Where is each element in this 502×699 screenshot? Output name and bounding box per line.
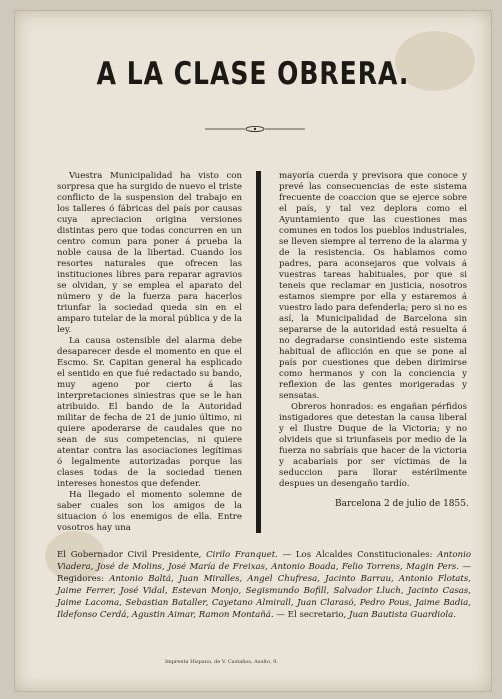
paragraph: La causa ostensible del alarma debe desaparecer desde el momento en que el Escmo. Sr. Capitan general ha esplicado el sentido en que fué redactado su bando, muy ageno por cierto á las interpretaciones siniestras que se le han atribuido. El bando de la Autoridad militar de fecha de 21 de junio último, ni quiere apoderarse de caudales que no sean de sus competencias, ni quiere atentar contra las asociaciones legítimas ó legalmente autorizadas porque las clases todas de la sociedad tienen intereses honestos que defender. xyxy=(57,336,242,489)
ornament-divider xyxy=(205,125,305,133)
poster-sheet xyxy=(14,10,492,692)
mayors-label: — Los Alcaldes Constitucionales: xyxy=(282,550,438,560)
paragraph: Ha llegado el momento solemne de saber cuales son los amigos de la situacion ó los enemigos de ella. Entre vosotros hay una xyxy=(57,490,242,533)
left-column xyxy=(57,171,242,534)
poster-title: A LA CLASE OBRERA. xyxy=(96,55,410,92)
aldermen-label: — Regidores: xyxy=(57,562,471,584)
secretary-label: — El secretario, xyxy=(276,610,350,620)
signatures-block xyxy=(57,549,471,621)
printer-imprint: Imprenta Hispana, de V. Castaños, Asalto, 9. xyxy=(165,659,278,665)
paragraph: Obreros honrados: es engañan pérfidos instigadores que detestan la causa liberal y el Ilustre Duque de la Victoria; y no olvideis que si triunfaseis por medio de la fuerza no sabríais que hacer de la victoria y acabaríais por ser víctimas de la seduccion para llorar estérilmente despues un desengaño tardío. xyxy=(279,402,467,489)
column-divider xyxy=(256,171,261,533)
paragraph: Vuestra Municipalidad ha visto con sorpresa que ha surgido de nuevo el triste conflicto de la suspension del trabajo en los talleres ó fábricas del país por causas cuya apreciacion origina versiones distintas pero que todas concurren en un centro comun para poner á prueba la noble causa de la libertad. Cuando los resortes naturales que ofrecen las instituciones libres para reparar agravios se olvidan, y se emplea el aparato del número y de la fuerza para hacerlos triunfar la sociedad queda sin en el amparo tutelar de la moral pública y de la ley. xyxy=(57,171,242,335)
secretary-name: Juan Bautista Guardiola. xyxy=(349,610,456,620)
paragraph: mayoría cuerda y previsora que conoce y prevé las consecuencias de este sistema frecuente de coaccion que se ejerce sobre el país, y tal vez deplora como el Ayuntamiento que las cuestiones mas comunes en todos los pueblos industriales, se lleven siempre al terreno de la alarma y de la resistencia. Os hablamos como padres, para aconsejaros que volvais á vuestras tareas habituales, por que si teneis que reclamar en justicia, nosotros estamos siempre por ella y estaremos á vuestro lado para defenderla; pero si no es así, la Municipalidad de Barcelona sin separarse de la autoridad está resuelta á no degradarse consintiendo este sistema habitual de aflicción en que se pone al país por cuestiones que deben dirimirse como hermanos y con la conciencia y reflexion de las gentes morigeradas y sensatas. xyxy=(279,171,467,401)
mayors-names: Antonio Viadera, José de Molins, José María de Freixas, Antonio Boada, Felio Torrens, Magin Pers. xyxy=(57,550,472,572)
date-line: Barcelona 2 de julio de 1855. xyxy=(335,499,469,509)
aldermen-names: Antonio Baltá, Juan Miralles, Angel Chufresa, Jacinto Barrau, Antonio Flotats, Jaime Ferrer, José Vidal, Estevan Monjo, Segismundo Bofill, Salvador Lluch, Jacinto Casas, Jaime Lacoma, Sebastian Bataller, Cayetano Almirall, Juan Clarasó, Pedro Pous, Jaime Badia, Ildefonso Cerdá, Agustin Aimar, Ramon Montañá. xyxy=(57,574,471,620)
president-name: Cirilo Franquet. xyxy=(206,550,283,560)
signature-intro: El Gobernador Civil Presidente, xyxy=(57,550,207,560)
right-column xyxy=(279,171,467,490)
